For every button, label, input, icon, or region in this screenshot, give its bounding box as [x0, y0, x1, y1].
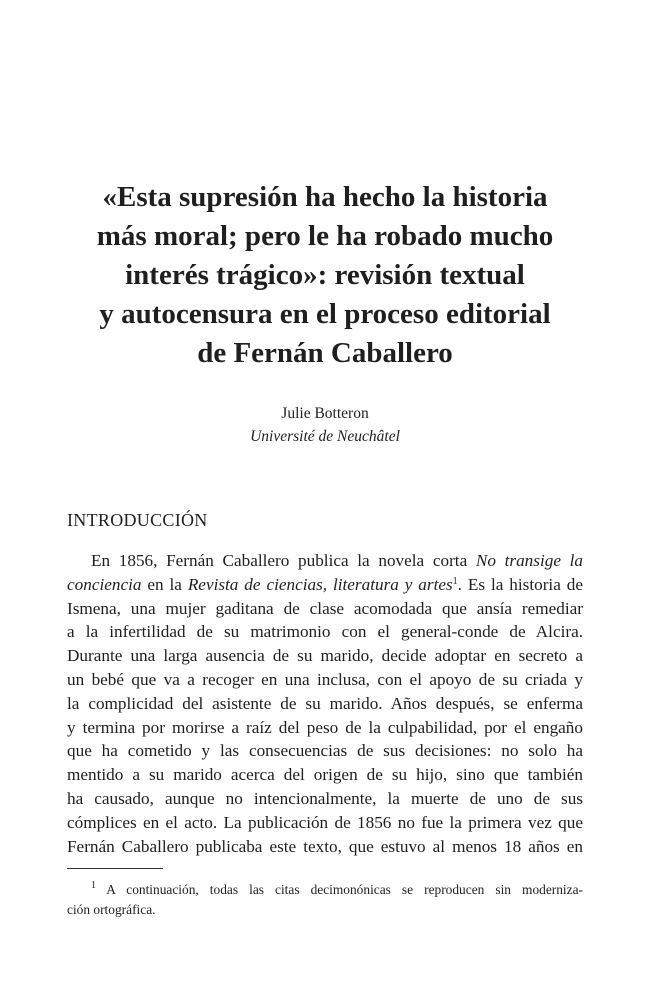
italic-journal: Revista de ciencias, literatura y artes — [187, 574, 453, 594]
body-text — [67, 549, 583, 858]
paragraph-line — [67, 573, 583, 597]
paragraph-line: Durante una larga ausencia de su marido, decide adoptar en secreto a — [67, 646, 583, 666]
title-line: interés trágico»: revisión textual — [125, 259, 525, 291]
paragraph-line: ha causado, aunque no intencionalmente, la muerte de uno de sus — [67, 788, 583, 808]
paragraph-line: que ha cometido y las consecuencias de sus decisiones: no solo ha — [67, 741, 583, 761]
footnote-line: ción ortográfica. — [67, 902, 156, 917]
paragraph-line: y termina por morirse a raíz del peso de la culpabilidad, por el engaño — [67, 717, 583, 737]
title-line: y autocensura en el proceso editorial — [99, 298, 551, 330]
text-run: en la — [141, 574, 188, 594]
paragraph-line: mentido a su marido acerca del origen de su hijo, sino que también — [67, 765, 583, 785]
footnote — [67, 880, 583, 920]
author-affiliation: Université de Neuchâtel — [250, 428, 400, 445]
article-title — [60, 178, 590, 373]
paragraph-line: un bebé que va a recoger en una inclusa, con el apoyo de su criada y — [67, 669, 583, 689]
footnote-divider — [67, 868, 163, 869]
text-run: . Es la historia de — [457, 574, 583, 594]
italic-title: conciencia — [67, 574, 142, 594]
section-heading: INTRODUCCIÓN — [67, 510, 208, 530]
italic-title: No transige la — [475, 551, 583, 570]
paragraph-line: cómplices en el acto. La publicación de 1856 no fue la primera vez que — [67, 812, 583, 832]
title-line: «Esta supresión ha hecho la historia — [102, 181, 548, 213]
title-line: más moral; pero le ha robado mucho — [96, 220, 554, 252]
footnote-ref[interactable]: 1 — [452, 575, 458, 587]
paragraph-line: a la infertilidad de su matrimonio con el general-conde de Alcira. — [67, 622, 583, 642]
footnote-marker: 1 — [91, 880, 96, 891]
paragraph-line: la complicidad del asistente de su marido. Años después, se enferma — [67, 693, 583, 713]
text-run: En 1856, Fernán Caballero publica la novela corta — [91, 551, 476, 570]
paragraph-line — [67, 549, 583, 573]
title-line: de Fernán Caballero — [197, 337, 453, 369]
footnote-text: A continuación, todas las citas decimonónicas se reproducen sin moderniza- — [96, 882, 583, 897]
footnote-line — [67, 880, 583, 900]
paragraph-line: Ismena, una mujer gaditana de clase acomodada que ansía remediar — [67, 598, 583, 618]
paragraph-line: Fernán Caballero publicaba este texto, que estuvo al menos 18 años en — [67, 836, 583, 856]
author-name: Julie Botteron — [281, 405, 369, 422]
